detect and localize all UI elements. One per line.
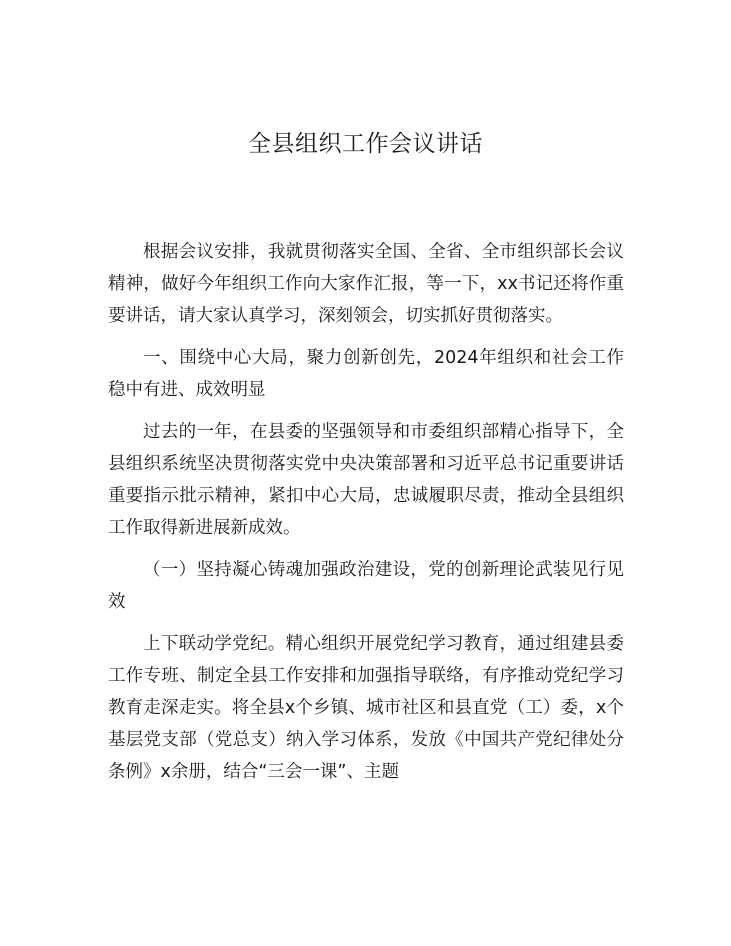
document-body: [108, 236, 624, 798]
paragraph-review: 过去的一年，在县委的坚强领导和市委组织部精心指导下，全县组织系统坚决贯彻落实党中央决策部署和习近平总书记重要讲话重要指示批示精神，紧扣中心大局，忠诚履职尽责，推动全县组织工作取得新进展新成效。: [108, 422, 624, 538]
document-title: 全县组织工作会议讲话: [248, 131, 483, 157]
paragraph-party-discipline: 上下联动学党纪。精心组织开展党纪学习教育，通过组建县委工作专班、制定全县工作安排和加强指导联络，有序推动党纪学习教育走深走实。将全县x个乡镇、城市社区和县直党（工）委，x个基层党支部（党总支）纳入学习体系，发放《中国共产党纪律处分条例》x余册，结合“三会一课”、主题: [108, 634, 624, 782]
subsection-heading-1: （一）坚持凝心铸魂加强政治建设，党的创新理论武装见行见效: [108, 560, 624, 612]
paragraph-intro: 根据会议安排，我就贯彻落实全国、全省、全市组织部长会议精神，做好今年组织工作向大家作汇报，等一下，xx书记还将作重要讲话，请大家认真学习，深刻领会，切实抓好贯彻落实。: [108, 242, 624, 326]
section-heading-1: 一、围绕中心大局，聚力创新创先，2024年组织和社会工作稳中有进、成效明显: [108, 348, 624, 400]
